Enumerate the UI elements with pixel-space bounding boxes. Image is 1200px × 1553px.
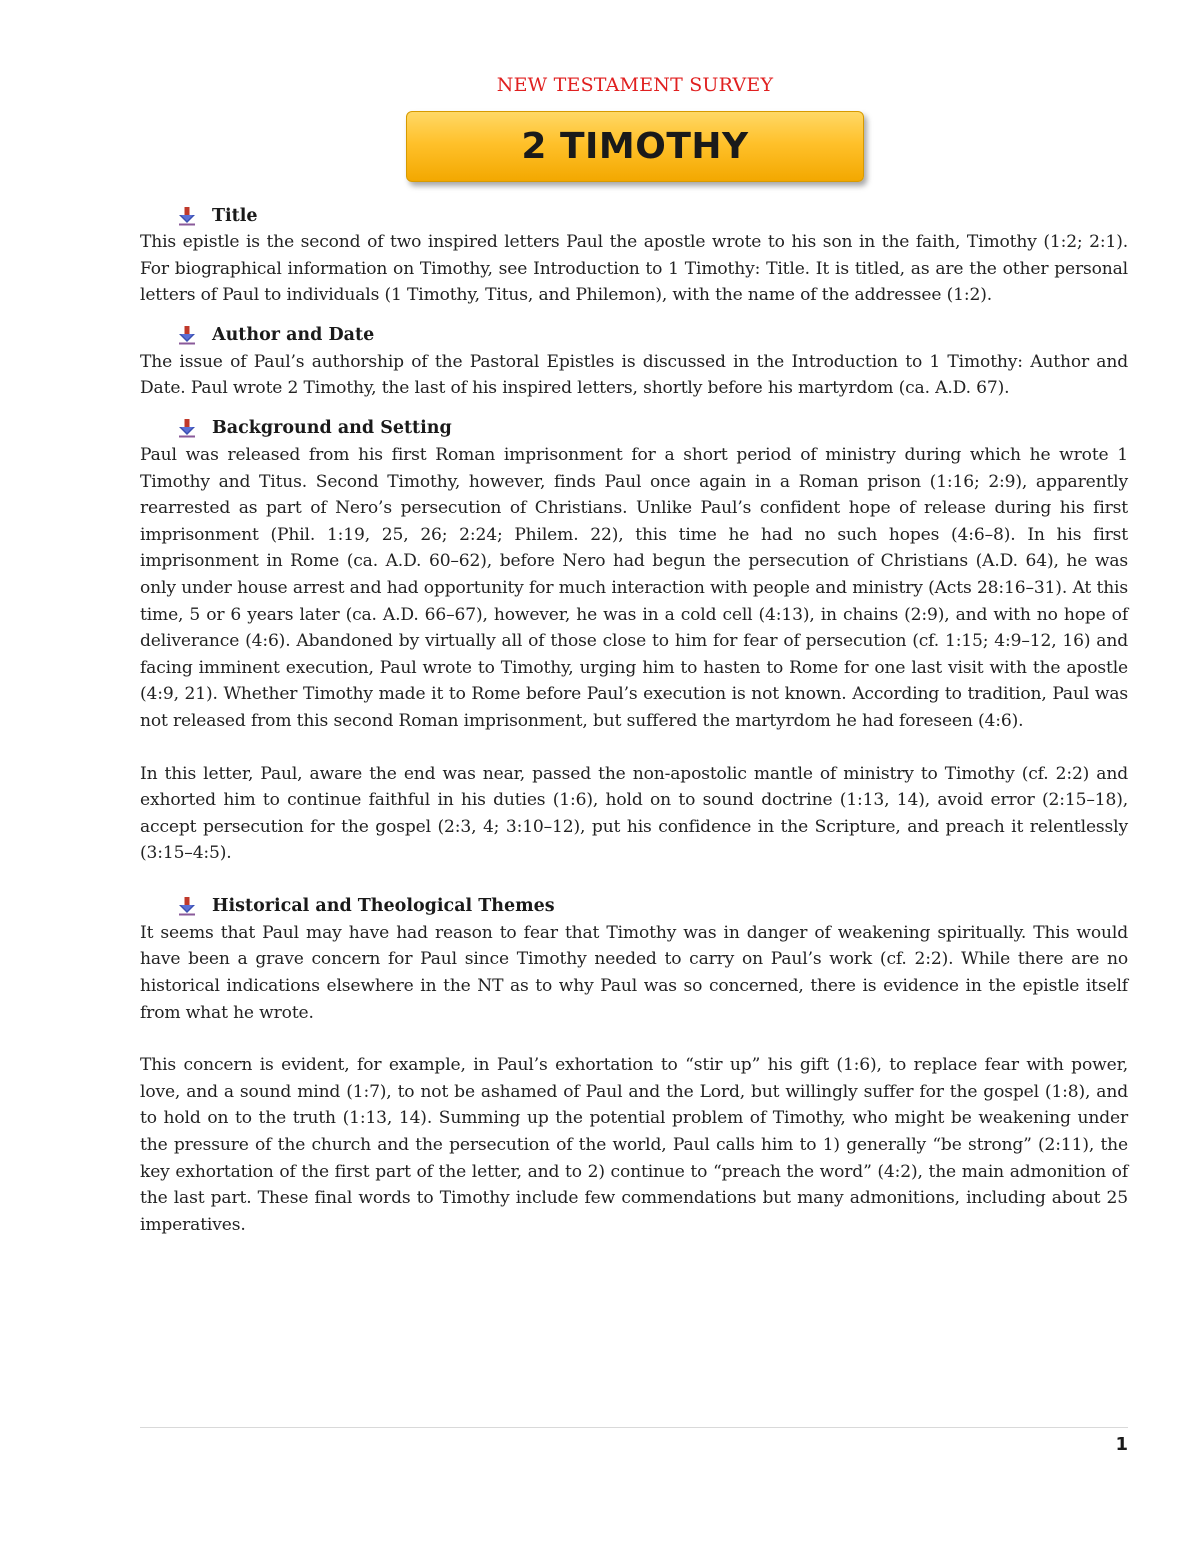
section-paragraph: The issue of Paul’s authorship of the Pastoral Epistles is discussed in the Introduction to 1 Timothy: Author and Date. Paul wrote 2 Timothy, the last of his inspired letters, shortly before his martyrdom (ca. A.D. 67). [140,351,1128,399]
survey-heading: NEW TESTAMENT SURVEY [496,74,774,96]
section-heading: Title [212,205,258,226]
section-paragraph: It seems that Paul may have had reason to fear that Timothy was in danger of weakening spiritually. This would have been a grave concern for Paul since Timothy needed to carry on Paul’s work (cf. 2:2). While there are no historical indications elsewhere in the NT as to why Paul was so concerned, there is evidence in the epistle itself from what he wrote. [140,922,1128,1023]
arrow-down-bullet-icon [178,418,196,438]
section-heading: Background and Setting [212,418,452,439]
section-title [140,202,1128,309]
arrow-down-bullet-icon [178,896,196,916]
book-title-banner [406,111,864,182]
section-heading-row [178,893,1128,920]
section-background-setting [140,415,1128,867]
arrow-down-bullet-icon [178,325,196,345]
section-paragraph: In this letter, Paul, aware the end was near, passed the non-apostolic mantle of ministry to Timothy (cf. 2:2) and exhorted him to continue faithful in his duties (1:6), hold on to sound doctrine (1:13, 14), avoid error (2:15–18), accept persecution for the gospel (2:3, 4; 3:10–12), put his confidence in the Scripture, and preach it relentlessly (3:15–4:5). [140,763,1128,864]
section-heading-row [178,202,1128,229]
arrow-down-bullet-icon [178,206,196,226]
book-title: 2 TIMOTHY [521,126,749,167]
section-heading: Historical and Theological Themes [212,896,555,917]
page-number: 1 [1115,1434,1128,1455]
section-heading-row [178,322,1128,349]
section-paragraph: This concern is evident, for example, in Paul’s exhortation to “stir up” his gift (1:6), to replace fear with power, love, and a sound mind (1:7), to not be ashamed of Paul and the Lord, but willingly suffer for the gospel (1:8), and to hold on to the truth (1:13, 14). Summing up the potential problem of Timothy, who might be weakening under the pressure of the church and the persecution of the world, Paul calls him to 1) generally “be strong” (2:11), the key exhortation of the first part of the letter, and to 2) continue to “preach the word” (4:2), the main admonition of the last part. These final words to Timothy include few commendations but many admonitions, including about 25 imperatives. [140,1055,1128,1235]
section-paragraph: This epistle is the second of two inspired letters Paul the apostle wrote to his son in the faith, Timothy (1:2; 2:1). For biographical information on Timothy, see Introduction to 1 Timothy: Title. It is titled, as are the other personal letters of Paul to individuals (1 Timothy, Titus, and Philemon), with the name of the addressee (1:2). [140,232,1128,306]
document-body [140,202,1128,1238]
section-historical-theological-themes [140,893,1128,1239]
section-author-date [140,322,1128,402]
footer-divider [140,1427,1128,1428]
section-heading-row [178,415,1128,442]
section-heading: Author and Date [212,325,375,346]
section-paragraph: Paul was released from his first Roman imprisonment for a short period of ministry during which he wrote 1 Timothy and Titus. Second Timothy, however, finds Paul once again in a Roman prison (1:16; 2:9), apparently rearrested as part of Nero’s persecution of Christians. Unlike Paul’s confident hope of release during his first imprisonment (Phil. 1:19, 25, 26; 2:24; Philem. 22), this time he had no such hopes (4:6–8). In his first imprisonment in Rome (ca. A.D. 60–62), before Nero had begun the persecution of Christians (A.D. 64), he was only under house arrest and had opportunity for much interaction with people and ministry (Acts 28:16–31). At this time, 5 or 6 years later (ca. A.D. 66–67), however, he was in a cold cell (4:13), in chains (2:9), and with no hope of deliverance (4:6). Abandoned by virtually all of those close to him for fear of persecution (cf. 1:15; 4:9–12, 16) and facing imminent execution, Paul wrote to Timothy, urging him to hasten to Rome for one last visit with the apostle (4:9, 21). Whether Timothy made it to Rome before Paul’s execution is not known. According to tradition, Paul was not released from this second Roman imprisonment, but suffered the martyrdom he had foreseen (4:6). [140,444,1128,731]
